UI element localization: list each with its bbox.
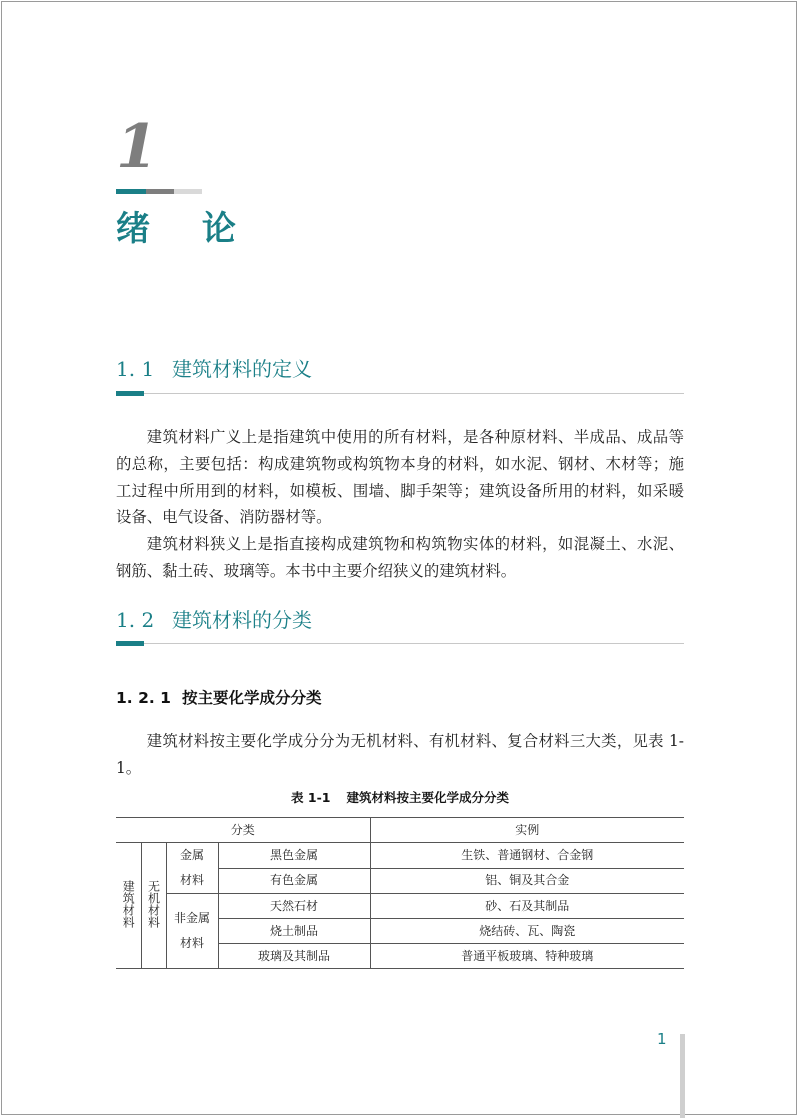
cell-level2 xyxy=(141,843,166,969)
classification-table xyxy=(116,817,684,969)
cell-level1 xyxy=(116,843,141,969)
group-line-1: 金属 xyxy=(179,848,204,862)
cell-type: 天然石材 xyxy=(218,894,370,919)
header-example: 实例 xyxy=(370,818,684,843)
paragraph-definition-broad: 建筑材料广义上是指建筑中使用的所有材料，是各种原材料、半成品、成品等的总称，主要包括：构成建筑物或构筑物本身的材料，如水泥、钢材、木材等；施工过程中所用到的材料，如模板、围墙、脚手架等；建筑设备所用的材料，如采暖设备、电气设备、消防器材等。 xyxy=(116,428,684,527)
group-line-1: 非金属 xyxy=(173,911,210,925)
cell-example: 铝、铜及其合金 xyxy=(370,868,684,894)
chapter-bar-segment-1 xyxy=(116,189,146,194)
group-line-2: 材料 xyxy=(179,936,204,950)
section-number: 1. 1 xyxy=(116,357,155,381)
table-caption-number: 表 1-1 xyxy=(291,790,331,805)
group-line-2: 材料 xyxy=(179,873,204,887)
chapter-bar-segment-3 xyxy=(174,189,202,194)
cell-type: 玻璃及其制品 xyxy=(218,944,370,969)
page-number: 1 xyxy=(657,1030,667,1048)
paragraph-definition-narrow: 建筑材料狭义上是指直接构成建筑物和构筑物实体的材料，如混凝土、水泥、钢筋、黏土砖、玻璃等。本书中主要介绍狭义的建筑材料。 xyxy=(116,535,684,580)
section-rule xyxy=(116,643,684,644)
table-row xyxy=(116,843,684,869)
section-1-1-heading xyxy=(116,354,312,384)
cell-example: 砂、石及其制品 xyxy=(370,894,684,919)
level1-label: 建筑材料 xyxy=(121,879,136,928)
section-1-2-heading xyxy=(116,605,312,635)
paragraph-classification: 建筑材料按主要化学成分分为无机材料、有机材料、复合材料三大类，见表 1-1。 xyxy=(116,732,684,777)
cell-example: 烧结砖、瓦、陶瓷 xyxy=(370,919,684,944)
table-caption-title: 建筑材料按主要化学成分分类 xyxy=(346,790,509,805)
section-accent-mark xyxy=(116,391,144,396)
cell-type: 有色金属 xyxy=(218,868,370,894)
section-rule xyxy=(116,393,684,394)
table-caption xyxy=(116,788,684,808)
cell-example: 普通平板玻璃、特种玻璃 xyxy=(370,944,684,969)
chapter-number: 1 xyxy=(116,112,158,182)
page-side-bar xyxy=(680,1034,685,1118)
cell-example: 生铁、普通钢材、合金钢 xyxy=(370,843,684,869)
cell-type: 黑色金属 xyxy=(218,843,370,869)
section-title: 建筑材料的定义 xyxy=(172,357,312,381)
table-row xyxy=(116,894,684,919)
section-title: 建筑材料的分类 xyxy=(172,608,312,632)
cell-group-nonmetal xyxy=(166,894,218,969)
level2-label: 无机材料 xyxy=(146,879,161,928)
header-category: 分类 xyxy=(116,818,370,843)
chapter-title: 绪 论 xyxy=(116,209,256,249)
chapter-bar-segment-2 xyxy=(146,189,174,194)
table-header-row xyxy=(116,818,684,843)
subsection-number: 1. 2. 1 xyxy=(116,689,171,707)
section-number: 1. 2 xyxy=(116,608,155,632)
subsection-heading xyxy=(116,686,322,710)
section-accent-mark xyxy=(116,641,144,646)
cell-group-metal xyxy=(166,843,218,894)
subsection-title: 按主要化学成分分类 xyxy=(182,689,322,707)
cell-type: 烧土制品 xyxy=(218,919,370,944)
